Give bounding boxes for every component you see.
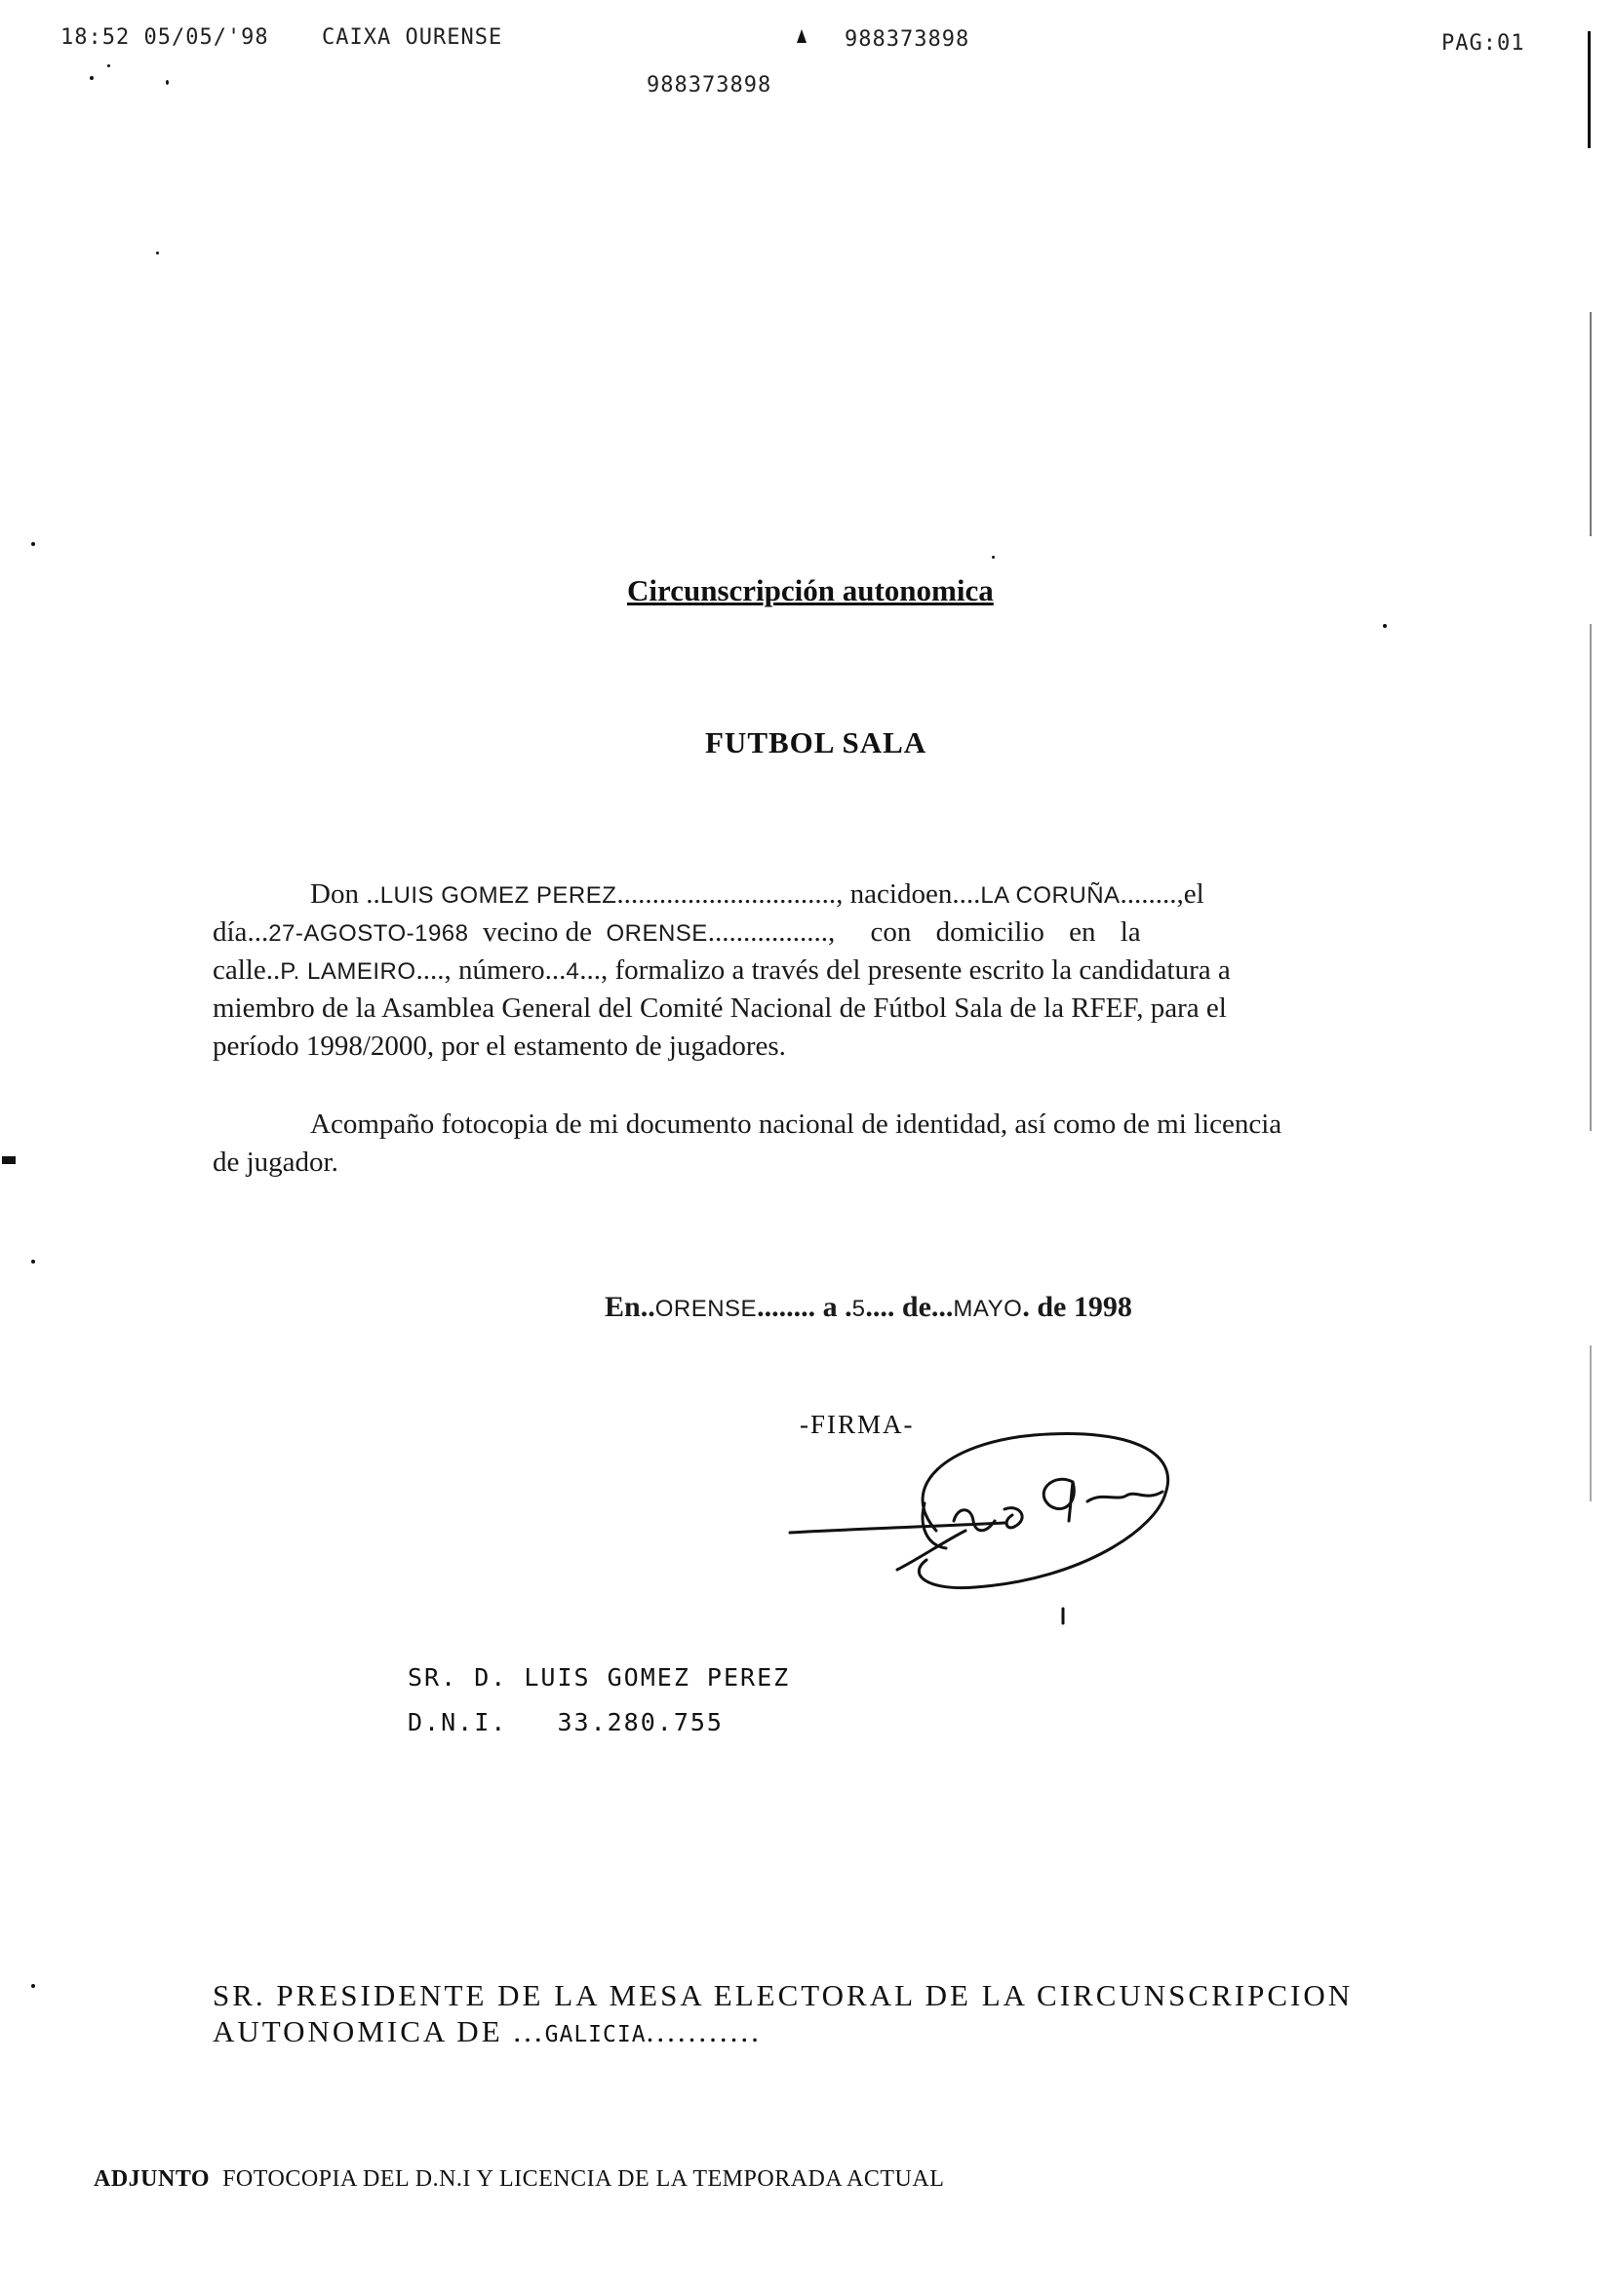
domicile-label: con domicilio en la bbox=[870, 916, 1141, 948]
paragraph-line-3: calle..P. LAMEIRO...., número...4..., formalizo a través del presente escrito la candidatura a bbox=[213, 954, 1231, 986]
paragraph-line-2: día...27-AGOSTO-1968 vecino de ORENSE................., con domicilio en la bbox=[213, 916, 1141, 948]
fax-phone: 988373898 bbox=[845, 27, 970, 52]
scan-speck bbox=[31, 1984, 35, 1988]
signature-label: -FIRMA- bbox=[800, 1410, 915, 1439]
document-title: Circunscripción autonomica bbox=[627, 573, 994, 607]
number-label: número bbox=[458, 954, 545, 986]
scan-edge-mark bbox=[1588, 31, 1591, 148]
residence: ORENSE bbox=[606, 920, 708, 947]
scan-edge-mark bbox=[1590, 312, 1592, 536]
birthplace: LA CORUÑA bbox=[980, 882, 1121, 909]
handwritten-signature bbox=[780, 1414, 1190, 1638]
fax-phone-secondary: 988373898 bbox=[647, 73, 772, 97]
day-label: día bbox=[213, 916, 248, 948]
born-label: nacidoen bbox=[849, 878, 953, 910]
applicant-name: LUIS GOMEZ PEREZ bbox=[379, 882, 617, 909]
signer-name: SR. D. LUIS GOMEZ PEREZ bbox=[408, 1663, 791, 1692]
de-label: de bbox=[901, 1291, 931, 1323]
scan-speck bbox=[90, 76, 94, 80]
footer-text: FOTOCOPIA DEL D.N.I Y LICENCIA DE LA TEMPORADA ACTUAL bbox=[222, 2166, 945, 2192]
formalize-text: formalizo a través del presente escrito la candidatura a bbox=[614, 954, 1231, 986]
en-label: En bbox=[605, 1291, 641, 1323]
scan-speck bbox=[31, 1260, 35, 1264]
recipient-region: GALICIA bbox=[544, 2022, 647, 2047]
street-value: P. LAMEIRO bbox=[280, 958, 416, 985]
fax-page-number: PAG:01 bbox=[1441, 31, 1525, 56]
scan-edge-mark bbox=[1590, 624, 1592, 1131]
birth-date: 27-AGOSTO-1968 bbox=[268, 920, 469, 947]
scan-edge-mark bbox=[1590, 1345, 1592, 1501]
scan-speck bbox=[1383, 624, 1387, 628]
recipient-line-2: AUTONOMICA DE ...GALICIA........... bbox=[213, 2014, 762, 2048]
el-label: el bbox=[1183, 878, 1204, 910]
recipient-prefix: AUTONOMICA DE bbox=[213, 2014, 503, 2048]
scan-speck bbox=[992, 556, 995, 559]
footer-adjunto: ADJUNTO bbox=[94, 2166, 211, 2192]
dni-label: D.N.I. bbox=[408, 1708, 508, 1736]
fax-sender: CAIXA OURENSE bbox=[322, 25, 503, 50]
document-subtitle: FUTBOL SALA bbox=[705, 725, 927, 759]
signature-strokes bbox=[790, 1434, 1168, 1623]
month-value: MAYO bbox=[953, 1296, 1023, 1322]
paragraph-2-line-1: Acompaño fotocopia de mi documento nacional de identidad, así como de mi licencia bbox=[310, 1109, 1282, 1140]
year-value: 1998 bbox=[1073, 1291, 1132, 1323]
dni-line bbox=[408, 1708, 724, 1736]
scan-speck bbox=[156, 252, 159, 254]
footer-note bbox=[94, 2166, 944, 2193]
paragraph-2-line-2: de jugador. bbox=[213, 1147, 338, 1178]
paragraph-line-4: miembro de la Asamblea General del Comité Nacional de Fútbol Sala de la RFEF, para el bbox=[213, 992, 1227, 1024]
fax-arrow-icon bbox=[797, 29, 807, 43]
scan-speck bbox=[166, 80, 169, 85]
scan-edge-mark bbox=[2, 1156, 16, 1164]
de-label-2: de bbox=[1037, 1291, 1067, 1323]
place-value: ORENSE bbox=[654, 1296, 758, 1322]
don-label: Don bbox=[310, 878, 359, 910]
paragraph-line-5: período 1998/2000, por el estamento de jugadores. bbox=[213, 1031, 786, 1062]
dni-value: 33.280.755 bbox=[557, 1708, 724, 1736]
day-value: 5 bbox=[851, 1296, 866, 1322]
recipient-line-1: SR. PRESIDENTE DE LA MESA ELECTORAL DE LA CIRCUNSCRIPCION bbox=[213, 1978, 1354, 2012]
street-label: calle bbox=[213, 954, 266, 986]
scan-speck bbox=[31, 542, 35, 546]
fax-timestamp: 18:52 05/05/'98 bbox=[60, 25, 269, 50]
scan-speck bbox=[107, 64, 110, 67]
place-date-line: En..ORENSE........ a .5.... de...MAYO. de 1998 bbox=[605, 1291, 1132, 1323]
street-number: 4 bbox=[566, 958, 580, 985]
neighbor-label: vecino de bbox=[483, 916, 592, 948]
paragraph-line-1: Don ..LUIS GOMEZ PEREZ..............................., nacidoen....LA CORUÑA........,el bbox=[310, 878, 1204, 910]
a-label: a bbox=[822, 1291, 838, 1323]
